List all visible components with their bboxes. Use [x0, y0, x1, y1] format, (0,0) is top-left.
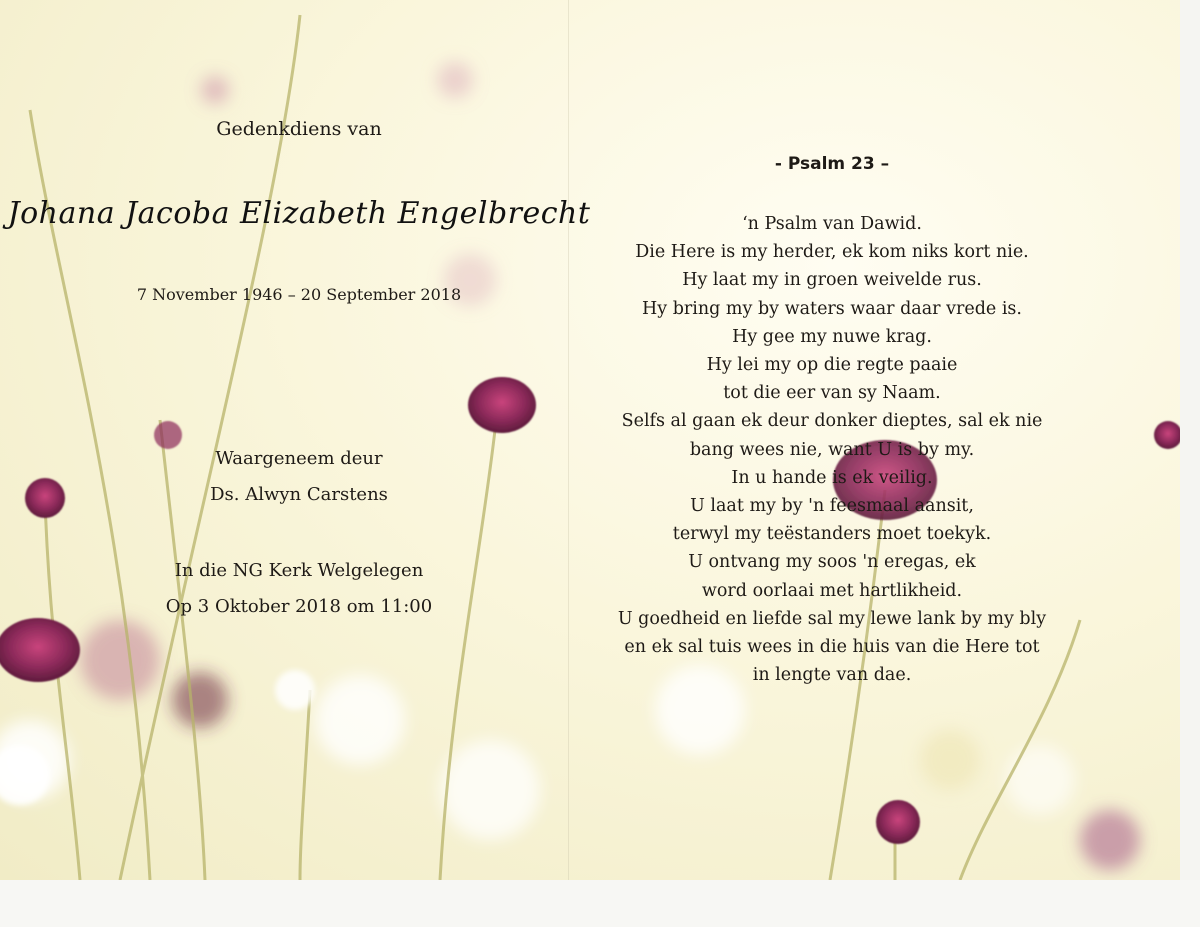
flower-bud-left [154, 421, 182, 449]
psalm-line: Hy gee my nuwe krag. [732, 326, 932, 347]
psalm-line: word oorlaai met hartlikheid. [701, 580, 963, 601]
bokeh-blobs [0, 62, 1140, 870]
flower-edge-right [1154, 421, 1182, 449]
psalm-line: tot die eer van sy Naam. [723, 383, 941, 404]
card-fold-line [568, 0, 569, 880]
flower-left-small [25, 478, 65, 518]
psalm-line: bang wees nie, want U is by my. [689, 439, 975, 460]
scan-edge-right [1180, 0, 1200, 880]
psalm-title: - Psalm 23 – [774, 154, 890, 174]
psalm-line: in lengte van dae. [752, 665, 912, 686]
psalm-line: terwyl my teëstanders moet toekyk. [672, 524, 992, 545]
life-dates: 7 November 1946 – 20 September 2018 [136, 285, 462, 304]
psalm-line: Hy bring my by waters waar daar vrede is. [642, 298, 1022, 319]
psalm-line: In u hande is ek veilig. [731, 467, 933, 488]
psalm-line: U laat my by 'n feesmaal aansit, [690, 496, 974, 516]
psalm-line: Die Here is my herder, ek kom niks kort nie. [635, 242, 1029, 263]
flower-left-large [0, 618, 80, 682]
psalm-line: Selfs al gaan ek deur donker dieptes, sal ek nie [621, 411, 1043, 432]
service-heading: Gedenkdiens van [216, 118, 382, 140]
deceased-name: Johana Jacoba Elizabeth Engelbrecht [7, 196, 591, 231]
scan-edge-bottom [0, 880, 1200, 927]
psalm-line: U goedheid en liefde sal my lewe lank by my bly [617, 608, 1047, 629]
psalm-line: ‘n Psalm van Dawid. [742, 214, 922, 234]
venue: In die NG Kerk Welgelegen [174, 560, 424, 581]
psalm-line: Hy laat my in groen weivelde rus. [682, 270, 982, 291]
psalm-line: U ontvang my soos 'n eregas, ek [688, 552, 976, 573]
officiant-name: Ds. Alwyn Carstens [210, 484, 388, 505]
psalm-line: en ek sal tuis wees in die huis van die Here tot [624, 637, 1040, 657]
flower-top-mid-left [468, 377, 536, 433]
service-datetime: Op 3 Oktober 2018 om 11:00 [165, 596, 433, 617]
flower-bottom-right [876, 800, 920, 844]
psalm-line: Hy lei my op die regte paaie [706, 355, 958, 375]
officiated-label: Waargeneem deur [215, 448, 383, 469]
